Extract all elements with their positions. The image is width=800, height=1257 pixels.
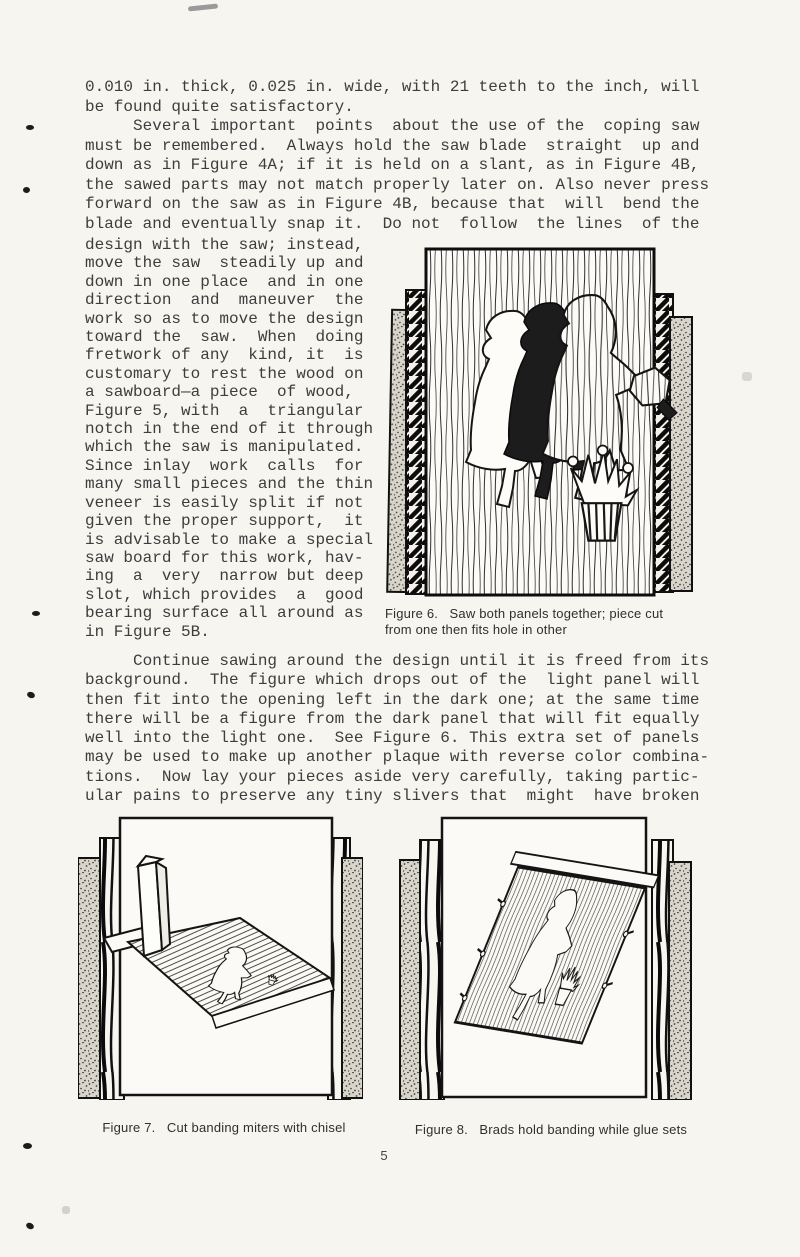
scan-smudge: [742, 372, 752, 381]
text-line: down in one place and in one: [85, 272, 364, 291]
text-line: bearing surface all around as: [85, 604, 364, 623]
text-line: fretwork of any kind, it is: [85, 346, 364, 365]
text-line: in Figure 5B.: [85, 622, 210, 641]
text-line: is advisable to make a special: [85, 530, 374, 549]
figure7-caption: Figure 7. Cut banding miters with chisel: [102, 1120, 346, 1135]
margin-strip-wood-left: [420, 840, 444, 1100]
text-line: from one then fits hole in other: [385, 622, 568, 637]
ink-speck: [26, 691, 36, 699]
figure8-illustration: [393, 812, 693, 1100]
paragraph-column-beside-figure: [85, 236, 373, 641]
scan-smudge: [188, 3, 218, 11]
text-line: which the saw is manipulated.: [85, 438, 364, 457]
text-line: veneer is easily split if not: [85, 493, 364, 512]
text-line: may be used to make up another plaque with reverse color combina-: [85, 748, 710, 767]
figure8-caption: Figure 8. Brads hold banding while glue sets: [414, 1122, 688, 1137]
page-number: 5: [380, 1148, 388, 1163]
ink-speck: [32, 611, 40, 616]
figure7-svg: [78, 812, 363, 1100]
text-line: down as in Figure 4A; if it is held on a slant, as in Figure 4B,: [85, 156, 700, 174]
text-line: notch in the end of it through: [85, 420, 374, 439]
text-line: design with the saw; instead,: [85, 236, 364, 254]
margin-strip-stippled-right: [342, 858, 363, 1098]
paragraph-top: [85, 78, 709, 234]
figure6-illustration: [383, 246, 730, 602]
text-line: blade and eventually snap it. Do not follow the lines of the: [85, 214, 700, 233]
scan-smudge: [62, 1206, 70, 1214]
text-line: there will be a figure from the dark panel that will fit equally: [85, 709, 700, 728]
text-line: background. The figure which drops out of the light panel will: [85, 671, 700, 690]
text-line: ular pains to preserve any tiny slivers that might have broken: [85, 787, 700, 806]
text-line: Figure 5, with a triangular: [85, 401, 364, 420]
figure6-svg: [383, 246, 730, 602]
ink-speck: [23, 187, 30, 193]
text-line: slot, which provides a good: [85, 585, 364, 604]
text-line: well into the light one. See Figure 6. This extra set of panels: [85, 729, 700, 748]
text-line: must be remembered. Always hold the saw blade straight up and: [85, 136, 700, 155]
ink-speck: [26, 125, 34, 130]
text-line: Several important points about the use of the coping saw: [85, 117, 700, 135]
text-line: saw board for this work, hav-: [85, 548, 364, 567]
text-line: given the proper support, it: [85, 512, 364, 531]
text-line: forward on the saw as in Figure 4B, because that will bend the: [85, 195, 700, 213]
text-line: work so as to move the design: [85, 309, 364, 328]
text-line: a sawboard—a piece of wood,: [85, 383, 354, 402]
figure8-svg: [393, 812, 693, 1100]
text-line: Since inlay work calls for: [85, 456, 364, 475]
text-line: the sawed parts may not match properly later on. Also never press: [85, 175, 710, 194]
panel-edge-stippled-right: [670, 317, 692, 591]
ink-speck: [23, 1143, 32, 1149]
paragraph-bottom: [85, 652, 709, 806]
text-line: tions. Now lay your pieces aside very carefully, taking partic-: [85, 767, 700, 786]
text-line: Continue sawing around the design until it is freed from its: [85, 652, 710, 670]
text-line: many small pieces and the thin: [85, 475, 374, 494]
text-line: then fit into the opening left in the dark one; at the same time: [85, 690, 700, 709]
text-line: direction and maneuver the: [85, 291, 364, 310]
chisel: [138, 856, 170, 956]
ink-speck: [25, 1222, 35, 1231]
text-line: customary to rest the wood on: [85, 364, 364, 383]
text-line: move the saw steadily up and: [85, 254, 364, 273]
figure6-caption: [385, 606, 735, 638]
text-line: ing a very narrow but deep: [85, 567, 364, 586]
text-line: Figure 6. Saw both panels together; piece cut: [385, 606, 664, 621]
figure7-illustration: [78, 812, 363, 1100]
margin-strip-stippled-right: [669, 862, 691, 1100]
text-line: toward the saw. When doing: [85, 328, 364, 347]
text-line: 0.010 in. thick, 0.025 in. wide, with 21 teeth to the inch, will: [85, 78, 700, 96]
text-line: be found quite satisfactory.: [85, 97, 354, 116]
